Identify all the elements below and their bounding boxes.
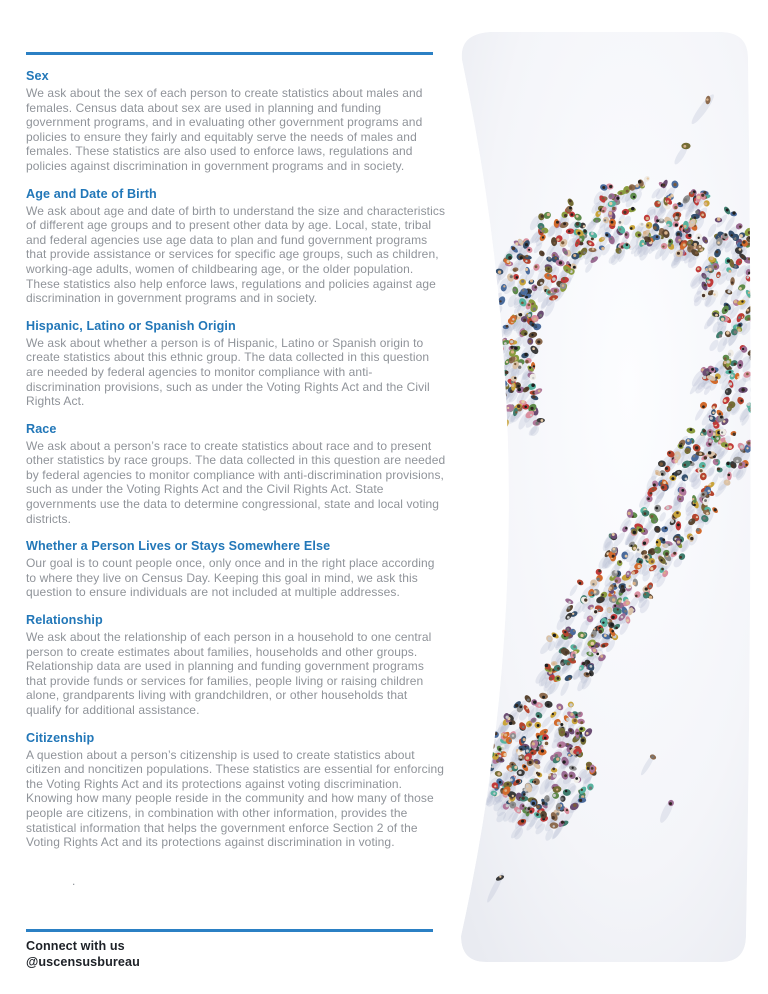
section-title: Relationship — [26, 613, 103, 628]
section-title: Sex — [26, 69, 49, 83]
section-body: We ask about age and date of birth to understand the size and characteristics of different age groups and to present other data by age. Local, state, tribal and federal agencies use age data to plan and fund government programs that provide assistance or services for specific age groups, such as children, working-age adults, women of childbearing age, or the older population. These statistics also help enforce laws, regulations and policies against age discrimination in government programs and in society. — [26, 203, 446, 306]
footer — [26, 929, 433, 970]
top-divider — [26, 52, 433, 55]
section-body: We ask about the relationship of each person in a household to one central person to create estimates about families, households and other groups. Relationship data are used in planning and funding government programs that provide funds or services for families, people living or raising children alone, grandparents living with grandchildren, or other households that qualify for additional assistance. — [26, 630, 432, 717]
section-hispanic-latino-spanish-origin — [26, 318, 484, 409]
section-title: Citizenship — [26, 730, 95, 745]
stray-period: . — [72, 874, 76, 888]
section-body: We ask about a person’s race to create statistics about race and to present other statistics by race groups. The data collected in this question are needed by federal agencies to monitor compliance with anti-discrimination provisions, such as under the Voting Rights Act and the Civil Rights Act. State governments use the data to determine congressional, state and local voting districts. — [26, 438, 446, 526]
section-race — [26, 421, 484, 527]
section-title: Race — [26, 421, 57, 436]
footer-social-handle: @uscensusbureau — [26, 955, 140, 969]
section-lives-or-stays-somewhere-else — [26, 538, 484, 600]
section-relationship — [26, 612, 484, 718]
section-body: A question about a person’s citizenship is used to create statistics about citizen and noncitizen populations. These statistics are essential for enforcing the Voting Rights Act and its protections against voting discrimination. Knowing how many people reside in the community and how many of those people are citizens, in combination with other information, provides the statistical information that helps the government enforce Section 2 of the Voting Rights Act and its protections against discrimination in voting. — [26, 747, 445, 850]
section-sex — [26, 68, 484, 174]
section-age-and-date-of-birth — [26, 186, 484, 306]
section-title: Hispanic, Latino or Spanish Origin — [26, 318, 236, 333]
section-title: Age and Date of Birth — [26, 186, 157, 201]
section-title: Whether a Person Lives or Stays Somewhere Else — [26, 539, 331, 554]
section-citizenship — [26, 730, 484, 850]
section-body: Our goal is to count people once, only once and in the right place according to where they live on Census Day. Keeping this goal in mind, we ask this question to ensure individuals are not included at multiple addresses. — [26, 556, 435, 600]
section-body: We ask about the sex of each person to create statistics about males and females. Census data about sex are used in planning and funding government programs, and in evaluating other government programs and policies to ensure they fairly and equitably serve the needs of males and females. These statistics are also used to enforce laws, regulations and policies against discrimination in government programs and in society. — [26, 86, 423, 173]
footer-connect-text: Connect with us — [26, 939, 125, 953]
text-column — [26, 52, 484, 862]
section-body: We ask about whether a person is of Hispanic, Latino or Spanish origin to create statistics about this ethnic group. The data collected in this question are needed by federal agencies to monitor compliance with anti-discrimination provisions, such as under the Voting Rights Act and the Civil Rights Act. — [26, 335, 430, 409]
footer-divider — [26, 929, 433, 932]
